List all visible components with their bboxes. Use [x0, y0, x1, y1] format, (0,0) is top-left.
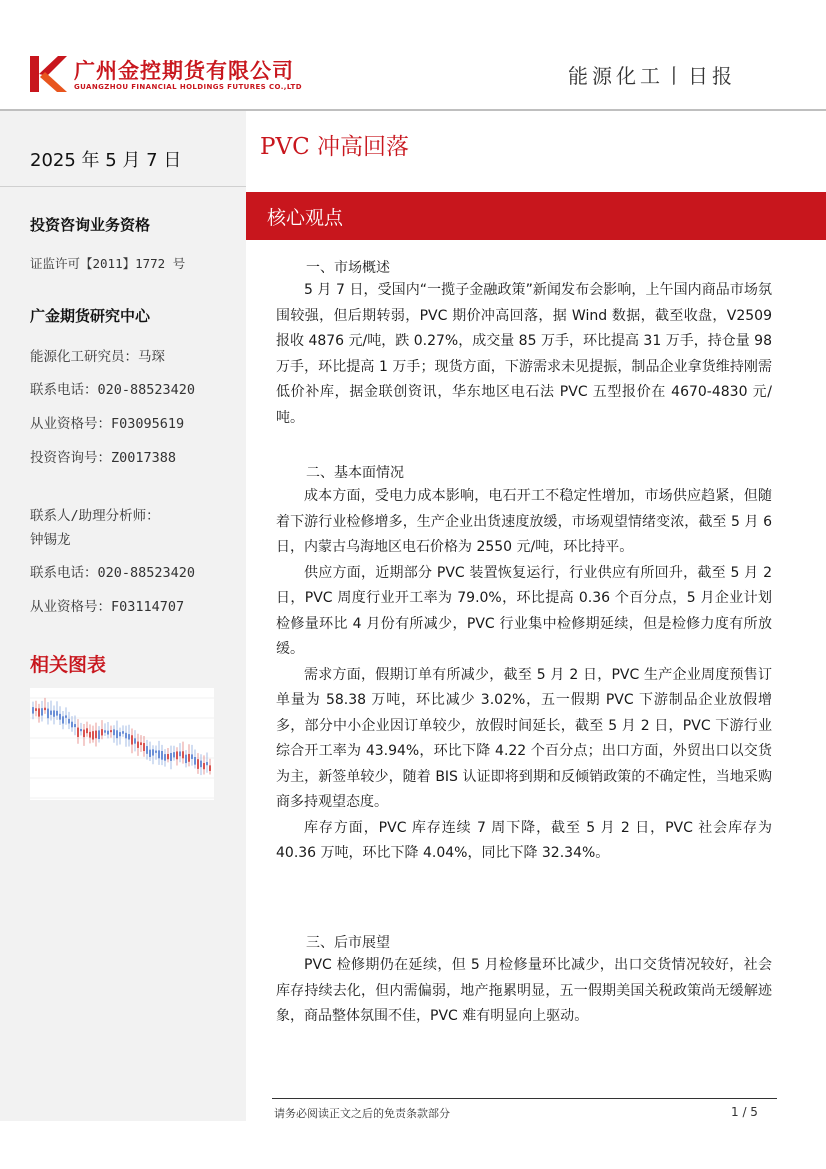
page-number: 1 / 5	[731, 1105, 758, 1119]
certificate-2: 从业资格号：F03114707	[30, 599, 185, 615]
phone-2: 联系电话：020-88523420	[30, 565, 196, 581]
paragraph: 需求方面，假期订单有所减少，截至 5 月 2 日，PVC 生产企业周度预售订单量为 58.38 万吨，环比减少 3.02%，五一假期 PVC 下游制品企业放假增多，部分中小企业因订单较少，放假时间延长，截至 5 月 2 日，PVC 下游行业综合开工率为 43.94%，环比下降 4.22 个百分点；出口方面，外贸出口以交货为主，新签单较少，随着 BIS 认证即将到期和反倾销政策的不确定性，当地采购商多持观望态度。	[276, 666, 772, 810]
phone-1: 联系电话：020-88523420	[30, 382, 196, 398]
paragraph: PVC 检修期仍在延续，但 5 月检修量环比减少，出口交货情况较好，社会库存持续去化，但内需偏弱，地产拖累明显，五一假期美国关税政策尚无缓解迹象，商品整体氛围不佳，PVC 难有明显向上驱动。	[276, 957, 772, 1024]
section-2-body	[276, 484, 772, 867]
section-3-body	[276, 953, 772, 1030]
researcher: 能源化工研究员：马琛	[30, 349, 165, 365]
section-2-heading: 二、基本面情况	[306, 465, 404, 481]
license-number: 证监许可【2011】1772 号	[30, 256, 186, 271]
disclaimer-note: 请务必阅读正文之后的免责条款部分	[274, 1107, 450, 1120]
related-charts-heading: 相关图表	[30, 654, 107, 676]
sidebar-divider	[0, 186, 246, 187]
certificate-1: 从业资格号：F03095619	[30, 416, 185, 432]
section-3-heading: 三、后市展望	[306, 935, 390, 951]
paragraph: 供应方面，近期部分 PVC 装置恢复运行，行业供应有所回升，截至 5 月 2 日，PVC 周度行业开工率为 79.0%，环比提高 0.36 个百分点，5 月企业计划检修量环比 4 月份有所减少，PVC 行业集中检修期延续，但是检修力度有所放缓。	[276, 564, 772, 657]
footer-divider	[272, 1098, 777, 1099]
section-1-heading: 一、市场概述	[306, 260, 390, 276]
consult-number: 投资咨询号：Z0017388	[30, 450, 177, 466]
report-type: 能源化工丨日报	[568, 64, 736, 88]
core-view-label: 核心观点	[267, 207, 344, 229]
company-name-cn: 广州金控期货有限公司	[74, 59, 294, 83]
candlestick-thumbnail-image	[30, 688, 214, 800]
paragraph: 成本方面，受电力成本影响，电石开工不稳定性增加，市场供应趋紧，但随着下游行业检修增多，生产企业出货速度放缓，市场观望情绪变浓，截至 5 月 6 日，内蒙古乌海地区电石价格为 2550 元/吨，环比持平。	[276, 488, 772, 555]
paragraph: 库存方面，PVC 库存连续 7 周下降，截至 5 月 2 日，PVC 社会库存为 40.36 万吨，环比下降 4.04%，同比下降 32.34%。	[276, 819, 772, 861]
contact-label: 联系人/助理分析师：	[30, 508, 160, 524]
research-center-heading: 广金期货研究中心	[30, 307, 151, 325]
report-date: 2025 年 5 月 7 日	[30, 150, 182, 171]
section-1-body	[276, 278, 772, 431]
qualification-heading: 投资咨询业务资格	[30, 216, 151, 234]
company-name-en: GUANGZHOU FINANCIAL HOLDINGS FUTURES CO.,LTD	[74, 83, 302, 91]
contact-name: 钟锡龙	[30, 532, 71, 548]
report-title: PVC 冲高回落	[260, 134, 409, 160]
k-logo-icon	[28, 54, 68, 94]
paragraph: 5 月 7 日，受国内“一揽子金融政策”新闻发布会影响，上午国内商品市场氛围较强，但后期转弱，PVC 期价冲高回落，据 Wind 数据，截至收盘，V2509 报收 4876 元/吨，跌 0.27%，成交量 85 万手，环比提高 31 万手，持仓量 98 万手，环比提高 1 万手；现货方面，下游需求未见提振，制品企业拿货维持刚需低价补库，据金联创资讯，华东地区电石法 PVC 五型报价在 4670-4830 元/吨。	[276, 282, 772, 426]
